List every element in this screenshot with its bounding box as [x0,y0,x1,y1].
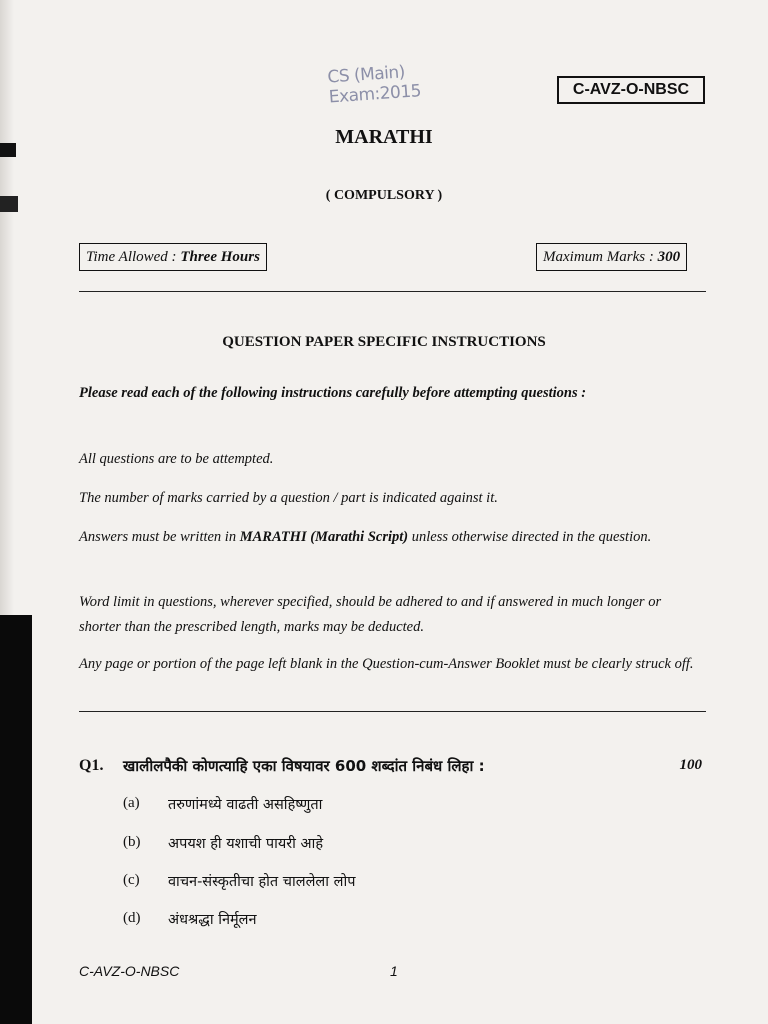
instructions-intro: Please read each of the following instructions carefully before attempting questions : [79,385,587,401]
maximum-marks-box [536,243,687,271]
time-allowed-label: Time Allowed : [86,249,181,265]
question-text: खालीलपैकी कोणत्याहि एका विषयावर 600 शब्दांत निबंध लिहा : [123,757,485,775]
paper-code-box: C-AVZ-O-NBSC [557,76,705,104]
question-number: Q1. [79,757,104,774]
option-label: (b) [123,834,141,850]
time-allowed-box [79,243,267,271]
option-label: (a) [123,795,140,811]
script-rule-bold: MARATHI (Marathi Script) [239,529,409,545]
instruction-item: Any page or portion of the page left blank in the Question-cum-Answer Booklet must be clearly struck off. [79,656,694,672]
instructions-heading: QUESTION PAPER SPECIFIC INSTRUCTIONS [222,334,546,350]
instruction-item: The number of marks carried by a question / part is indicated against it. [79,490,498,506]
instruction-item: All questions are to be attempted. [79,451,274,467]
script-rule-after: unless otherwise directed in the question. [408,529,652,545]
exam-stamp: CS (Main) Exam:2015 [326,62,422,108]
binding-edge [0,615,32,1024]
maximum-marks-label: Maximum Marks : [543,249,658,265]
option-label: (c) [123,872,140,888]
script-rule-before: Answers must be written in [79,529,240,545]
time-allowed-value: Three Hours [180,249,260,265]
maximum-marks-value: 300 [657,249,681,265]
page-subtitle: ( COMPULSORY ) [325,188,443,203]
option-label: (d) [123,910,141,926]
option-text: अपयश ही यशाची पायरी आहे [168,836,324,852]
page-title: MARATHI [335,126,433,148]
page-number: 1 [390,963,398,979]
option-text: अंधश्रद्धा निर्मूलन [168,912,257,928]
divider [79,291,706,292]
question-marks: 100 [679,757,702,773]
instruction-item [79,525,706,550]
option-text: वाचन-संस्कृतीचा होत चाललेला लोप [168,874,356,890]
footer-paper-code: C-AVZ-O-NBSC [79,963,180,979]
instruction-item: Word limit in questions, wherever specified, should be adhered to and if answered in much longer or shorter than the prescribed length, marks may be deducted. [79,594,662,635]
option-text: तरुणांमध्ये वाढती असहिष्णुता [168,797,323,813]
divider [79,711,706,712]
